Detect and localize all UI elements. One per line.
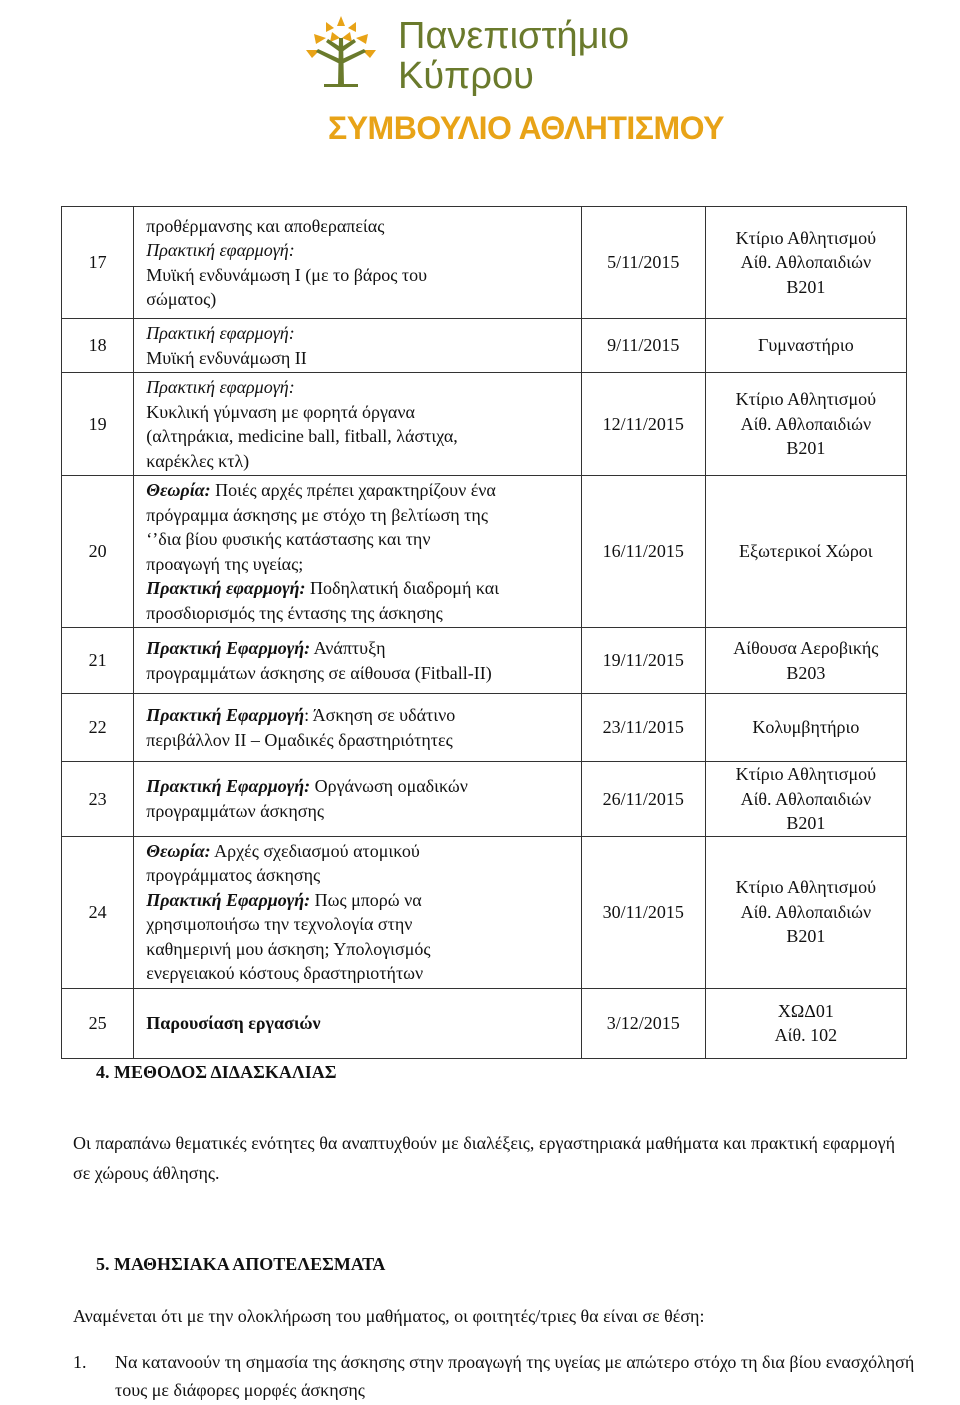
topic-line — [146, 961, 571, 986]
location-line: Β201 — [786, 926, 826, 947]
session-date: 12/11/2015 — [581, 373, 705, 476]
topic-line — [146, 888, 571, 913]
session-number: 19 — [62, 373, 134, 476]
topic-type-label: Πρακτική Εφαρμογή: — [146, 776, 311, 797]
topic-type-label: Πρακτική Εφαρμογή — [146, 705, 305, 725]
location-line: Κτίριο Αθλητισμού — [735, 877, 877, 898]
session-topic — [134, 476, 582, 628]
topic-line — [146, 552, 571, 577]
location-line: Γυμναστήριο — [757, 335, 854, 356]
location-line: Αίθ. Αθλοπαιδιών — [740, 413, 872, 434]
topic-line — [146, 214, 571, 239]
session-location — [705, 694, 906, 762]
topic-line — [146, 661, 571, 686]
location-line: Β201 — [786, 276, 826, 297]
university-name-line1: Πανεπιστήμιο — [398, 15, 630, 57]
topic-text: περιβάλλον ΙΙ – Ομαδικές δραστηριότητες — [146, 729, 453, 750]
session-location — [705, 207, 906, 319]
session-number: 17 — [62, 207, 134, 319]
topic-line — [146, 400, 571, 425]
topic-type-label: Πρακτική εφαρμογή: — [146, 578, 306, 598]
session-location — [705, 476, 906, 628]
session-location — [705, 319, 906, 373]
session-location — [705, 373, 906, 476]
topic-text: προγράμματος άσκησης — [146, 865, 321, 885]
topic-text: Αρχές σχεδιασμού ατομικού — [210, 840, 420, 861]
topic-text: προγραμμάτων άσκησης σε αίθουσα (Fitball-II) — [146, 662, 492, 683]
topic-text: Μυϊκή ενδυνάμωση ΙΙ — [146, 347, 307, 368]
topic-line — [146, 478, 571, 503]
list-item-text: Να κατανοούν τη σημασία της άσκησης στην προαγωγή της υγείας με απώτερο στόχο τη δια βίου ενασχόλησή τους με διάφορες μορφές άσκησης — [115, 1352, 915, 1400]
topic-type-label: Πρακτική Εφαρμογή: — [146, 889, 311, 910]
table-row — [62, 207, 907, 319]
session-number: 24 — [62, 836, 134, 988]
session-number: 23 — [62, 762, 134, 837]
session-date: 3/12/2015 — [581, 988, 705, 1058]
session-date: 26/11/2015 — [581, 762, 705, 837]
topic-text: σώματος) — [146, 289, 217, 309]
topic-text: Κυκλική γύμναση με φορητά όργανα — [146, 401, 415, 422]
location-line: Αίθ. Αθλοπαιδιών — [740, 788, 872, 809]
location-line: Κολυμβητήριο — [752, 717, 860, 738]
session-topic — [134, 319, 582, 373]
topic-text: καρέκλες κτλ) — [146, 450, 250, 471]
location-line: Β201 — [786, 813, 826, 833]
session-topic — [134, 694, 582, 762]
location-line: Αίθ. Αθλοπαιδιών — [740, 252, 872, 273]
session-location — [705, 988, 906, 1058]
section-5-intro: Αναμένεται ότι με την ολοκλήρωση του μαθήματος, οι φοιτητές/τριες θα είναι σε θέση: — [73, 1306, 705, 1326]
session-date: 19/11/2015 — [581, 628, 705, 694]
topic-type-label: Θεωρία: — [146, 480, 211, 500]
location-line: Β201 — [786, 438, 826, 459]
table-row — [62, 476, 907, 628]
session-number: 22 — [62, 694, 134, 762]
topic-line — [146, 576, 571, 601]
table-row — [62, 836, 907, 988]
topic-text: προγραμμάτων άσκησης — [146, 800, 325, 821]
topic-line — [146, 263, 571, 288]
list-item-number: 1. — [73, 1352, 87, 1372]
topic-text: ενεργειακού κόστους δραστηριοτήτων — [146, 963, 424, 983]
location-line: Κτίριο Αθλητισμού — [735, 389, 877, 410]
topic-line — [146, 703, 571, 728]
topic-line — [146, 799, 571, 824]
topic-line — [146, 321, 571, 346]
topic-line — [146, 601, 571, 626]
session-number: 21 — [62, 628, 134, 694]
topic-text: προθέρμανσης και αποθεραπείας — [146, 215, 385, 236]
session-number: 20 — [62, 476, 134, 628]
section-4-paragraph: Οι παραπάνω θεματικές ενότητες θα αναπτυχθούν με διαλέξεις, εργαστηριακά μαθήματα και πρακτική εφαρμογή σε χώρους άθλησης. — [73, 1133, 895, 1183]
topic-line — [146, 238, 571, 263]
topic-line — [146, 912, 571, 937]
topic-text: Ποδηλατική διαδρομή και — [305, 578, 500, 598]
session-topic — [134, 988, 582, 1058]
tree-logo-icon — [296, 8, 386, 88]
location-line: Αίθ. 102 — [774, 1025, 838, 1045]
location-line: ΧΩΔ01 — [777, 1000, 834, 1021]
practice-label: Πρακτική εφαρμογή: — [146, 323, 295, 343]
session-topic — [134, 628, 582, 694]
topic-line — [146, 728, 571, 753]
topic-line — [146, 424, 571, 449]
university-logo — [296, 6, 724, 156]
topic-text: προαγωγή της υγείας; — [146, 553, 304, 574]
session-topic — [134, 836, 582, 988]
course-schedule-table — [61, 206, 907, 1059]
topic-line — [146, 839, 571, 864]
topic-line — [146, 863, 571, 888]
university-name-line2: Κύπρου — [398, 55, 534, 97]
session-date: 23/11/2015 — [581, 694, 705, 762]
topic-text: προσδιορισμός της έντασης της άσκησης — [146, 602, 443, 623]
session-date: 9/11/2015 — [581, 319, 705, 373]
location-line: Β203 — [786, 662, 826, 683]
session-topic — [134, 762, 582, 837]
location-line: Κτίριο Αθλητισμού — [735, 227, 877, 248]
topic-text: πρόγραμμα άσκησης με στόχο τη βελτίωση της — [146, 504, 488, 525]
topic-text: Οργάνωση ομαδικών — [310, 776, 468, 797]
topic-line — [146, 287, 571, 312]
topic-text: : Άσκηση σε υδάτινο — [304, 705, 456, 725]
topic-type-label: Θεωρία: — [146, 840, 211, 861]
session-location — [705, 762, 906, 837]
table-row — [62, 988, 907, 1058]
topic-text: καθημερινή μου άσκηση; Υπολογισμός — [146, 938, 431, 959]
topic-line — [146, 636, 571, 661]
topic-text: Πως μπορώ να — [310, 889, 422, 910]
session-date: 30/11/2015 — [581, 836, 705, 988]
topic-text: Ποιές αρχές πρέπει χαρακτηρίζουν ένα — [210, 480, 496, 500]
table-row — [62, 373, 907, 476]
session-date: 5/11/2015 — [581, 207, 705, 319]
topic-line — [146, 449, 571, 474]
topic-line — [146, 774, 571, 799]
topic-text: Μυϊκή ενδυνάμωση Ι (με το βάρος του — [146, 264, 428, 285]
table-row — [62, 762, 907, 837]
location-line: Κτίριο Αθλητισμού — [735, 764, 877, 784]
topic-line — [146, 503, 571, 528]
topic-text: Παρουσίαση εργασιών — [146, 1012, 321, 1033]
session-number: 18 — [62, 319, 134, 373]
schedule-body — [62, 207, 907, 1059]
topic-text: ‘’δια βίου φυσικής κατάστασης και την — [146, 529, 431, 549]
session-date: 16/11/2015 — [581, 476, 705, 628]
practice-label: Πρακτική εφαρμογή: — [146, 377, 295, 397]
topic-type-label: Πρακτική Εφαρμογή: — [146, 638, 311, 658]
table-row — [62, 319, 907, 373]
session-topic — [134, 373, 582, 476]
topic-line — [146, 346, 571, 371]
section-4-heading: 4. ΜΕΘΟΔΟΣ ΔΙΔΑΣΚΑΛΙΑΣ — [96, 1062, 337, 1082]
session-location — [705, 836, 906, 988]
section-5-heading: 5. ΜΑΘΗΣΙΑΚΑ ΑΠΟΤΕΛΕΣΜΑΤΑ — [96, 1254, 386, 1274]
table-row — [62, 628, 907, 694]
topic-line — [146, 375, 571, 400]
practice-label: Πρακτική εφαρμογή: — [146, 240, 295, 260]
location-line: Εξωτερικοί Χώροι — [739, 541, 873, 562]
table-row — [62, 694, 907, 762]
topic-text: (αλτηράκια, medicine ball, fitball, λάστιχα, — [146, 426, 458, 446]
session-number: 25 — [62, 988, 134, 1058]
topic-line — [146, 527, 571, 552]
session-topic — [134, 207, 582, 319]
location-line: Αίθουσα Αεροβικής — [733, 638, 879, 658]
university-name — [398, 16, 629, 96]
topic-line — [146, 937, 571, 962]
session-location — [705, 628, 906, 694]
topic-text: Ανάπτυξη — [310, 638, 386, 658]
sports-council-name: ΣΥΜΒΟΥΛΙΟ ΑΘΛΗΤΙΣΜΟΥ — [328, 110, 724, 146]
location-line: Αίθ. Αθλοπαιδιών — [740, 901, 872, 922]
topic-text: χρησιμοποιήσω την τεχνολογία στην — [146, 914, 413, 934]
